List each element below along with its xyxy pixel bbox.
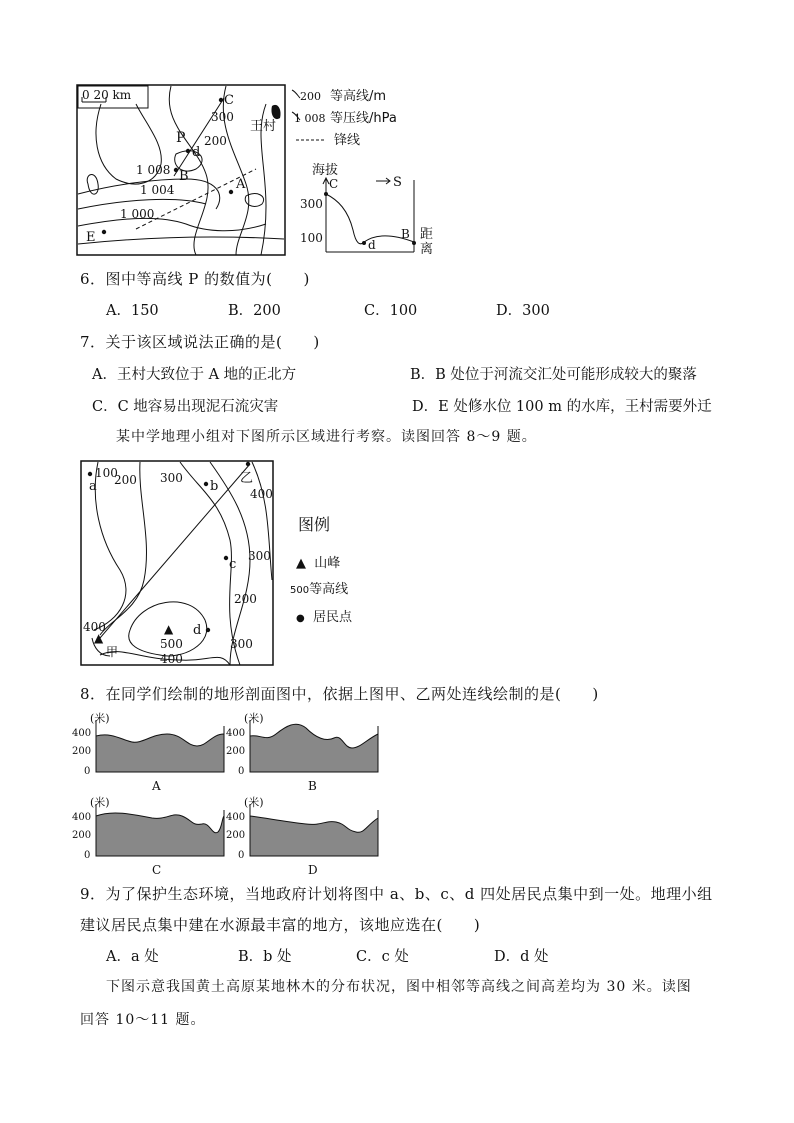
isobar-label-1008: 1 008 (136, 163, 171, 177)
profile-direction-S: S (393, 175, 402, 190)
q9-stem-line2: 建议居民点集中建在水源最丰富的地方，该地应选在( ) (80, 916, 481, 934)
profile-A-unit: (米) (90, 712, 110, 725)
q6-option-d[interactable]: D．300 (496, 303, 550, 319)
village-label: 王村 (250, 119, 277, 134)
profile-chart-1 (298, 160, 438, 256)
q7-option-b[interactable]: B．B 处位于河流交汇处可能形成较大的聚落 (410, 367, 697, 383)
scale-label: 0 20 km (82, 88, 132, 102)
profile-D-unit: (米) (244, 796, 264, 809)
fig2-contour-300c: 300 (230, 637, 253, 651)
fig2-legend-settlement (296, 606, 352, 625)
legend-contour-symbol: 200 (300, 90, 321, 103)
legend-contour-500-symbol: 500 (290, 585, 310, 596)
fig2-legend-peak (296, 552, 340, 571)
legend-contour-label-2: 等高线 (309, 582, 349, 597)
legend-settlement-label: 居民点 (313, 610, 353, 625)
profile-A-tick-200: 200 (72, 746, 92, 757)
q9-option-a[interactable]: A．a 处 (106, 949, 159, 965)
fig2-contour-400c: 400 (160, 652, 183, 666)
profile-B-caption: B (308, 779, 317, 793)
q6-option-b[interactable]: B．200 (228, 303, 281, 319)
isobar-label-1004: 1 004 (140, 183, 175, 197)
q9-stem-line1: 9．为了保护生态环境，当地政府计划将图中 a、b、c、d 四处居民点集中到一处。地理小组 (80, 885, 713, 903)
profile-tick-100: 100 (300, 231, 323, 245)
profile-C[interactable] (72, 795, 224, 876)
point-E: E (86, 230, 96, 245)
point-B: B (179, 169, 189, 184)
contour-label-200: 200 (204, 134, 227, 148)
profile-D-tick-0: 0 (238, 850, 245, 861)
fig2-contour-200b: 200 (234, 592, 257, 606)
q6-option-a[interactable]: A．150 (106, 303, 159, 319)
profile-tick-300: 300 (300, 197, 323, 211)
fig2-point-a: a (89, 479, 97, 494)
profile-ylabel: 海拔 (312, 163, 339, 178)
legend-isobar-symbol: 1 008 (294, 112, 326, 125)
q9-option-c[interactable]: C．c 处 (356, 949, 409, 965)
legend-settlement-icon: ● (296, 613, 305, 624)
profile-xlabel: 距 (420, 227, 434, 242)
isobar-label-1000: 1 000 (120, 207, 155, 221)
figure-1-legend (290, 86, 430, 152)
legend-contour-label: 等高线/m (330, 89, 387, 104)
fig2-contour-200a: 200 (114, 473, 137, 487)
contour-label-p: P (176, 130, 186, 146)
profile-point-d: d (368, 238, 376, 252)
point-d: d (192, 145, 201, 160)
q8-stem: 8．在同学们绘制的地形剖面图中，依据上图甲、乙两处连线绘制的是( ) (80, 685, 599, 703)
contour-label-300: 300 (211, 110, 234, 124)
fig2-peak-500-icon: ▲ (164, 622, 174, 636)
profile-B-unit: (米) (244, 712, 264, 725)
profile-B-tick-200: 200 (226, 746, 246, 757)
legend-peak-label: 山峰 (314, 556, 341, 571)
profile-A-tick-0: 0 (84, 766, 91, 777)
profile-A-caption: A (152, 779, 161, 793)
profile-C-tick-0: 0 (84, 850, 91, 861)
fig2-contour-400b: 400 (83, 620, 106, 634)
profile-D-tick-400: 400 (226, 812, 246, 823)
q6-stem: 6．图中等高线 P 的数值为( ) (80, 270, 310, 288)
fig2-legend-title: 图例 (298, 515, 331, 534)
q7-stem: 7．关于该区域说法正确的是( ) (80, 333, 320, 351)
q6-option-c[interactable]: C．100 (364, 303, 418, 319)
fig2-contour-300a: 300 (160, 471, 183, 485)
fig2-contour-500: 500 (160, 637, 183, 651)
profile-D[interactable] (226, 795, 378, 876)
profile-B-tick-0: 0 (238, 766, 245, 777)
profile-D-caption: D (308, 863, 318, 876)
fig2-point-jia: 甲 (106, 645, 119, 659)
intro-8-9: 某中学地理小组对下图所示区域进行考察。读图回答 8～9 题。 (116, 429, 537, 445)
figure-2-map (80, 460, 274, 666)
legend-isobar-label: 等压线/hPa (330, 111, 397, 126)
fig2-peak-jia-icon: ▲ (94, 631, 104, 645)
point-A: A (236, 177, 246, 192)
profile-B[interactable] (226, 712, 378, 793)
legend-front-label: 锋线 (334, 133, 361, 148)
profile-B-tick-400: 400 (226, 728, 246, 739)
profile-point-B: B (401, 227, 410, 241)
intro-10-11-line2: 回答 10～11 题。 (80, 1012, 206, 1028)
point-C: C (224, 93, 234, 108)
profile-xlabel-2: 离 (420, 242, 434, 256)
profile-A-tick-400: 400 (72, 728, 92, 739)
q7-option-c[interactable]: C．C 地容易出现泥石流灾害 (92, 399, 279, 415)
q7-option-a[interactable]: A．王村大致位于 A 地的正北方 (92, 367, 297, 383)
fig2-point-c: c (229, 557, 237, 572)
fig2-point-d: d (193, 623, 202, 638)
profile-C-caption: C (152, 863, 162, 876)
profile-C-unit: (米) (90, 796, 110, 809)
legend-peak-icon: ▲ (296, 556, 306, 571)
q9-option-b[interactable]: B．b 处 (238, 949, 292, 965)
fig2-contour-100: 100 (95, 466, 118, 480)
intro-10-11-line1: 下图示意我国黄土高原某地林木的分布状况，图中相邻等高线之间高差均为 30 米。读图 (106, 979, 692, 995)
profile-point-C: C (329, 177, 339, 191)
fig2-contour-300b: 300 (248, 549, 271, 563)
figure-1-map (76, 84, 286, 256)
fig2-contour-400a: 400 (250, 487, 273, 501)
fig2-legend-contour (290, 578, 348, 597)
q9-option-d[interactable]: D．d 处 (494, 949, 549, 965)
q8-profiles (72, 712, 392, 876)
profile-A[interactable] (72, 712, 224, 793)
fig2-point-b: b (210, 479, 219, 494)
profile-C-tick-200: 200 (72, 830, 92, 841)
fig2-point-yi: 乙 (240, 471, 254, 486)
profile-C-tick-400: 400 (72, 812, 92, 823)
q7-option-d[interactable]: D．E 处修水位 100 m 的水库，王村需要外迁 (412, 399, 712, 415)
profile-D-tick-200: 200 (226, 830, 246, 841)
